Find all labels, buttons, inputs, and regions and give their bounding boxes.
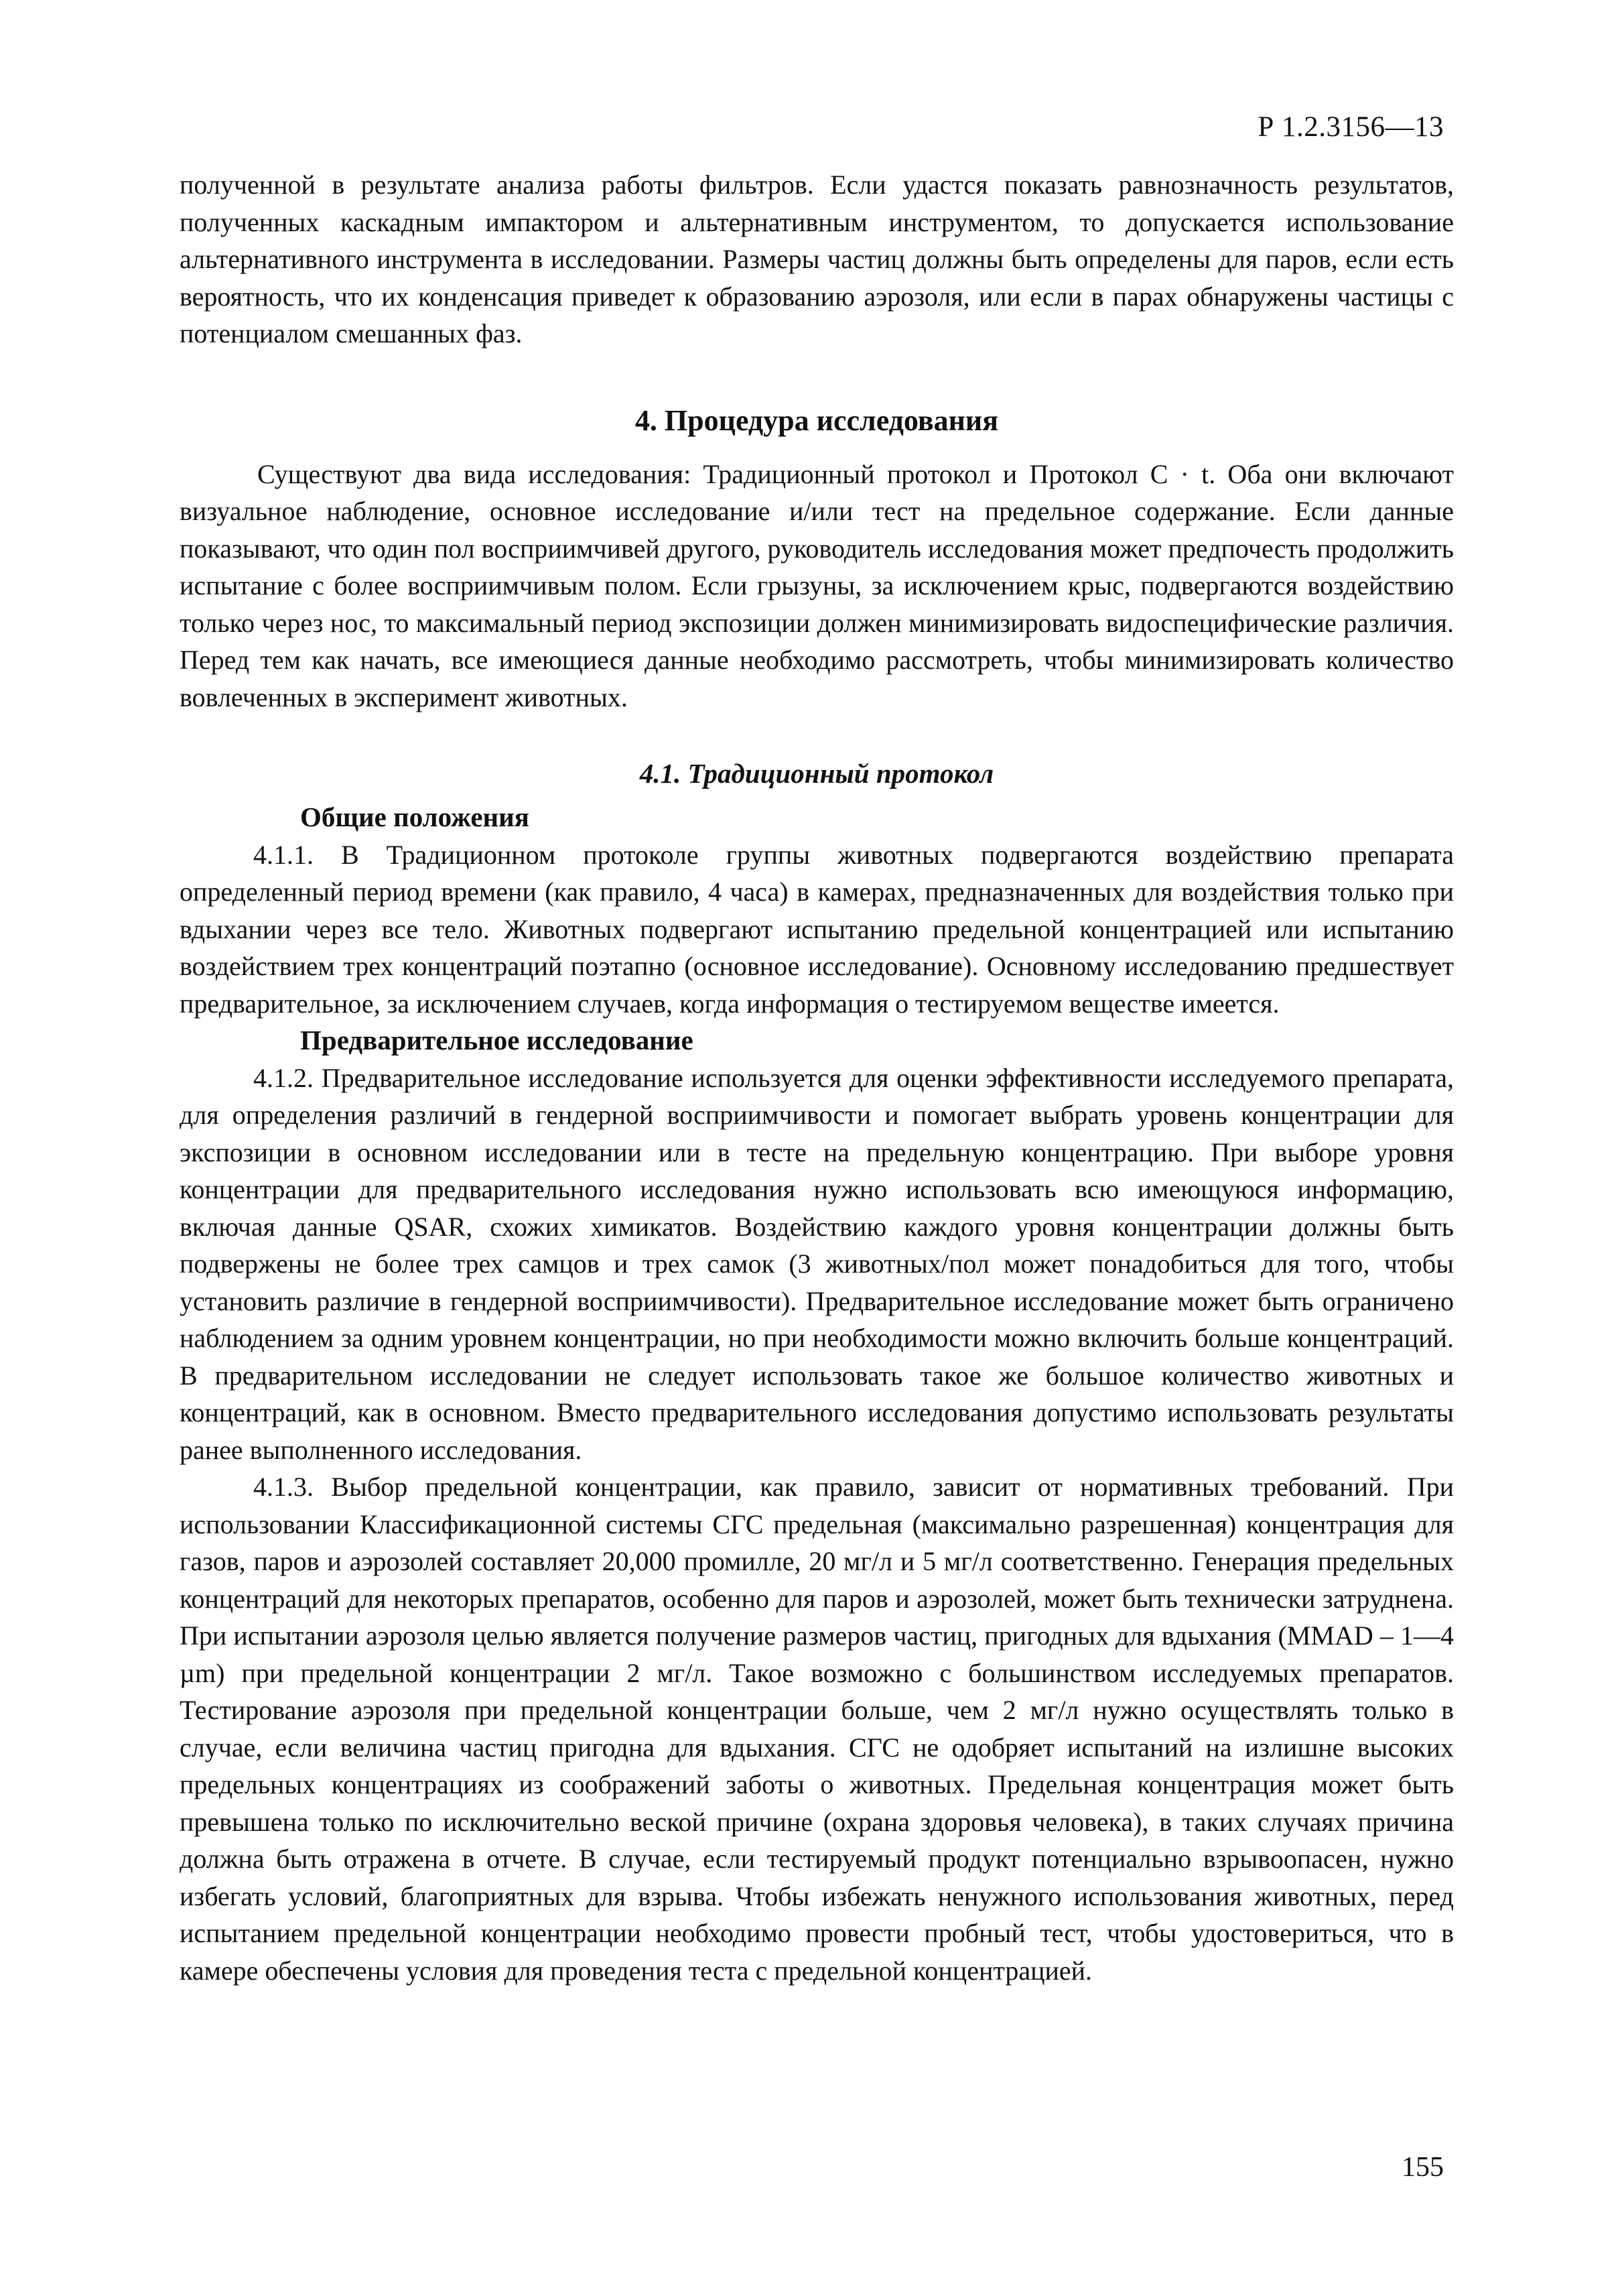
page-number: 155 xyxy=(1402,2152,1444,2183)
subsection-title: 4.1. Традиционный протокол xyxy=(639,758,994,789)
paragraph-4-1-1: 4.1.1. В Традиционном протоколе группы животных подвергаются воздействию препарата определенный период времени (как правило, 4 часа) в камерах, предназначенных для воздействия только при вдыхании через все тело. Животных подвергают испытанию предельной концентрацией или испытанию воздействием трех концентраций поэтапно (основное исследование). Основному исследованию предшествует предварительное, за исключением случаев, когда информация о тестируемом веществе имеется. xyxy=(180,839,1454,1019)
preliminary-study-heading: Предварительное исследование xyxy=(300,1025,693,1056)
intro-paragraph: полученной в результате анализа работы фильтров. Если удастся показать равнозначность результатов, полученных каскадным импактором и альтернативным инструментом, то допускается использование альтернативного инструмента в исследовании. Размеры частиц должны быть определены для паров, если есть вероятность, что их конденсация приведет к образованию аэрозоля, или если в парах обнаружены частицы с потенциалом смешанных фаз. xyxy=(180,170,1454,348)
paragraph-4-1-2: 4.1.2. Предварительное исследование используется для оценки эффективности исследуемого препарата, для определения различий в гендерной восприимчивости и помогает выбрать уровень концентрации для экспозиции в основном исследовании или в тесте на предельную концентрацию. При выборе уровня концентрации для предварительного исследования нужно использовать всю имеющуюся информацию, включая данные QSAR, схожих химикатов. Воздействию каждого уровня концентрации должны быть подвержены не более трех самцов и трех самок (3 животных/пол может понадобиться для того, чтобы установить различие в гендерной восприимчивости). Предварительное исследование может быть ограничено наблюдением за одним уровнем концентрации, но при необходимости можно включить больше концентраций. В предварительном исследовании не следует использовать такое же большое количество животных и концентраций, как в основном. Вместо предварительного исследования допустимо использовать результаты ранее выполненного исследования. xyxy=(180,1062,1454,1465)
section-title: 4. Процедура исследования xyxy=(634,403,999,437)
general-provisions-heading: Общие положения xyxy=(300,802,529,832)
paragraph-4-1-3: 4.1.3. Выбор предельной концентрации, как правило, зависит от нормативных требований. При использовании Классификационной системы СГС предельная (максимально разрешенная) концентрация для газов, паров и аэрозолей составляет 20,000 промилле, 20 мг/л и 5 мг/л соответственно. Генерация предельных концентраций для некоторых препаратов, особенно для паров и аэрозолей, может быть технически затруднена. При испытании аэрозоля целью является получение размеров частиц, пригодных для вдыхания (MMAD – 1—4 µm) при предельной концентрации 2 мг/л. Такое возможно с большинством исследуемых препаратов. Тестирование аэрозоля при предельной концентрации больше, чем 2 мг/л нужно осуществлять только в случае, если величина частиц пригодна для вдыхания. СГС не одобряет испытаний на излишне высоких предельных концентрациях из соображений заботы о животных. Предельная концентрация может быть превышена только по исключительно веской причине (охрана здоровья человека), в таких случаях причина должна быть отражена в отчете. В случае, если тестируемый продукт потенциально взрывоопасен, нужно избегать условий, благоприятных для взрыва. Чтобы избежать ненужного использования животных, перед испытанием предельной концентрации необходимо провести пробный тест, чтобы удостовериться, что в камере обеспечены условия для проведения теста с предельной концентрацией. xyxy=(180,1472,1454,1986)
document-code: Р 1.2.3156—13 xyxy=(1258,111,1444,143)
page-content xyxy=(180,166,1454,1989)
section-paragraph: Существуют два вида исследования: Традиционный протокол и Протокол C · t. Оба они включают визуальное наблюдение, основное исследование и/или тест на предельное содержание. Если данные показывают, что один пол восприимчивей другого, руководитель исследования может предпочесть продолжить испытание с более восприимчивым полом. Если грызуны, за исключением крыс, подвергаются воздействию только через нос, то максимальный период экспозиции должен минимизировать видоспецифические различия. Перед тем как начать, все имеющиеся данные необходимо рассмотреть, чтобы минимизировать количество вовлеченных в эксперимент животных. xyxy=(180,458,1454,712)
